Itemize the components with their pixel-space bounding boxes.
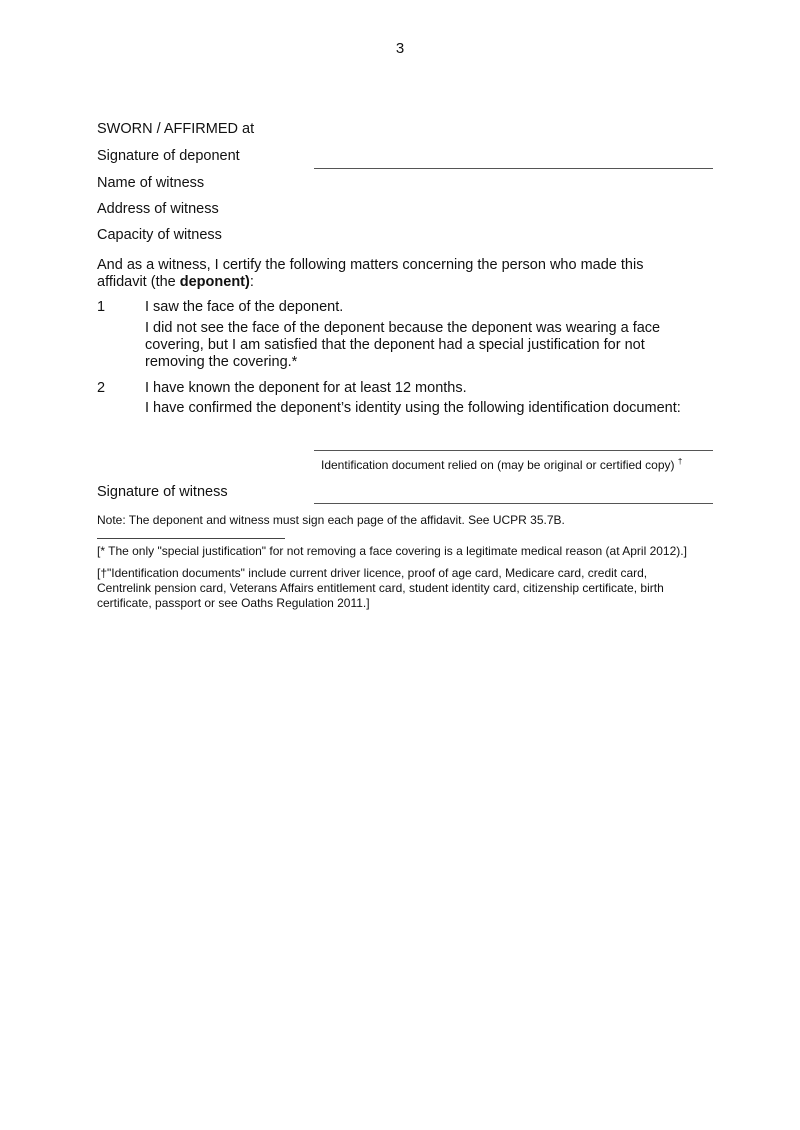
id-document-caption-text: Identification document relied on (may be original or certified copy) xyxy=(321,458,675,472)
certification-intro-text: And as a witness, I certify the following matters concerning the person who made this affidavit (the xyxy=(97,257,644,290)
certification-intro xyxy=(97,257,667,291)
note-text: Note: The deponent and witness must sign each page of the affidavit. See UCPR 35.7B. xyxy=(97,513,565,527)
witness-capacity-label: Capacity of witness xyxy=(97,227,222,243)
witness-address-label: Address of witness xyxy=(97,201,219,217)
witness-signature-line[interactable] xyxy=(314,503,713,504)
sworn-affirmed-label: SWORN / AFFIRMED at xyxy=(97,121,255,137)
witness-name-label: Name of witness xyxy=(97,175,205,191)
item-2-number: 2 xyxy=(97,380,106,396)
item-2-option-a: I have known the deponent for at least 12 months. xyxy=(145,380,467,396)
footnote-1: [* The only "special justification" for not removing a face covering is a legitimate medical reason (at April 2012).] xyxy=(97,544,687,558)
footnote-separator xyxy=(97,538,285,539)
page-number: 3 xyxy=(395,40,405,57)
deponent-signature-label: Signature of deponent xyxy=(97,148,240,164)
footnote-2: [†"Identification documents" include current driver licence, proof of age card, Medicare card, credit card, Centrelink pension card, Veterans Affairs entitlement card, student identity card, citizenship certificate, birth certificate, passport or see Oaths Regulation 2011.] xyxy=(97,566,664,610)
deponent-term: deponent) xyxy=(179,274,250,290)
dagger-mark: † xyxy=(677,457,683,466)
deponent-signature-line[interactable] xyxy=(314,168,713,169)
certification-intro-colon: : xyxy=(249,274,254,290)
item-1-option-a: I saw the face of the deponent. xyxy=(145,299,344,315)
id-document-line[interactable] xyxy=(314,450,713,451)
item-1-option-b: I did not see the face of the deponent because the deponent was wearing a face covering, but I am satisfied that the deponent had a special justification for not removing the covering.* xyxy=(145,320,661,370)
item-2-option-b: I have confirmed the deponent’s identity using the following identification document: xyxy=(145,400,681,416)
item-1-number: 1 xyxy=(97,299,106,315)
id-document-caption xyxy=(321,457,682,472)
witness-signature-label: Signature of witness xyxy=(97,484,228,500)
